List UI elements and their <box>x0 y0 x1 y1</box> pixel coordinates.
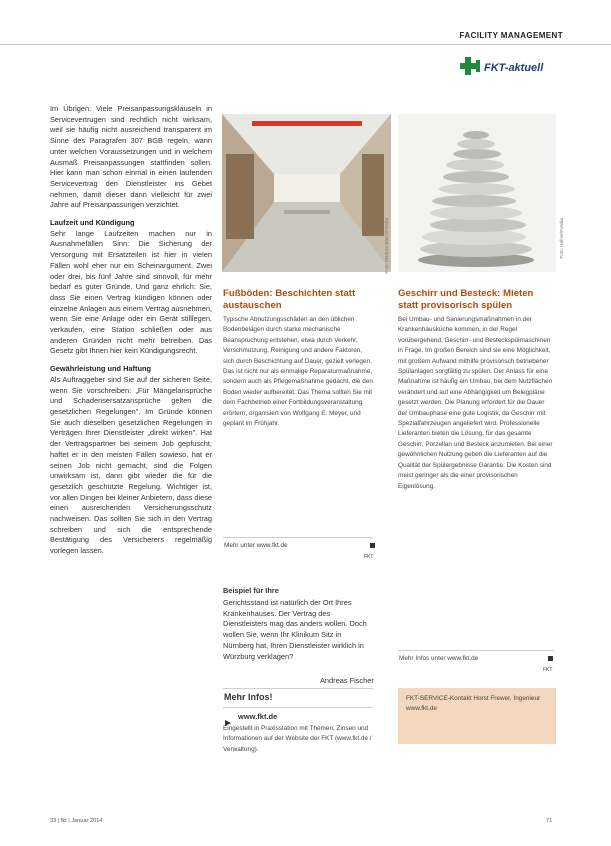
body-geschirr: Bei Umbau- und Sanierungsmaßnahmen in der Krankenhausküche kommen, in der Regel vorübergehend, Geschirr- und Besteckspülmaschinen in Frage. Im großen Bereich sind sie eine Möglichkeit, mit großem Aufwand mithilfe provisorisch betriebener Spülanlagen sorgfältig zu spülen. Der Anlass für eine Maßnahme ist häufig ein Umbau, bei dem Nutzflächen verändert und auf eine Abhängigkeit um Belegpläne gesetzt werden. Die Planung erfordert für die Dauer der Umbauphase eine gute Logistik, da Geschirr mit Spezialfahrzeugen angeliefert wird. Professionelle Lieferanten bieten die Lösung, für das gesamte Geschirr, Porzellan und Besteck anzumieten. Bei einer gewöhnlichen Nutzung geben die Lieferanten auf die Qualität der Spülergebnisse Garantie. Die Kosten sind meist geringer als die einer provisorischen Eigenlösung. <box>398 316 553 490</box>
svg-text:FKT-aktuell: FKT-aktuell <box>484 62 544 74</box>
footer-left: 33 | fkt | Januar 2014 <box>50 818 103 824</box>
mehr-infos-heading: Mehr Infos! <box>224 692 273 702</box>
end-mark-geschirr <box>548 656 553 661</box>
paragraph-gewaehrleistung: Als Auftraggeber sind Sie auf der sicheren Seite, wenn Sie vorschreiben: „Für Mängelansprüche und Schadensersatzansprüche gelten die gesetzlichen Regelungen". Im Gründe können Sie auch dieselben gesetzlichen Regelungen in Verträgen Ihrer Dienstleister „direkt wirken". Hat der Vertragspartner bei seinem Job gepfuscht, haftet er in den meisten Fällen sowieso, hat er seinen Job nicht gemacht, sind die Folgen unwirksam ist, dann gibt wieder die für die gesetzlich geschützte Regelung. Wichtiger ist, vor allen Dingen bei kleiner Anbietern, dass diese einen ausreichenden Versicherungsschutz nachweisen. Das sollten Sie sich in den Vertrag schreiben und sich die entsprechende Bestätigung des Versicherers regelmäßig vorlegen lassen. <box>50 374 212 556</box>
header-rule <box>0 44 611 45</box>
article-column-1 <box>50 104 212 564</box>
separator-geschirr <box>398 650 554 651</box>
photo-credit-corridor: Foto: Mariusz Blach/Fotolia <box>384 218 389 274</box>
author: Andreas Fischer <box>320 676 374 685</box>
heading-laufzeit: Laufzeit und Kündigung <box>50 218 135 228</box>
separator-fussboeden <box>223 537 373 538</box>
link-arrow-icon <box>224 714 232 722</box>
paragraph-laufzeit: Sehr lange Laufzeiten machen nur in Ausnahmefällen Sinn: Die Sicherung der Versorgung mit Ersatzteilen ist hier in vielen Fällen wohl eher nur ein Scheinargument. Zwei oder drei, bis fünf Jahre sind sinnvoll, für mehr bedarf es guter Gründe. Und ganz ehrlich: Sie, dass Sie einen Vertrag kündigen können oder einzelne Anlagen aus einem Vertrag ausnehmen, wenn Sie eine Anlage oder ein Gerät stilllegen, verkaufen, eine Station schließen oder aus anderen Gründen nicht mehr betreiben. Das Gesetz gibt Ihnen hier kein Kündigungsrecht. <box>50 228 212 356</box>
body-fussboeden: Typische Abnutzungsschäden an den üblichen Bodenbelägen durch starke mechanische Beanspruchung entstehen, etwa durch Verkehr, Verschmutzung, Reinigung und andere Faktoren, sich durch Beschichtung auf Dauer, gezielt verlegen. Das ist nicht nur als einmalige Reparaturmaßnahme, sondern auch als Pflegemaßnahme gedacht, die den Boden wieder aufbereitet. Das Thema sollten Sie mit dem Fachbetrieb einer Fortbildungsveranstaltung erörtern, organisiert von Wolfgang E. Meyer, und geplant im Frühjahr. <box>223 316 373 428</box>
stacked-plates-photo <box>398 114 556 272</box>
more-link-fussboeden[interactable]: Mehr unter www.fkt.de <box>224 542 288 549</box>
heading-geschirr: Geschirr und Besteck: Mieten statt provisorisch spülen <box>398 288 534 311</box>
page-ref-geschirr: FKT <box>543 667 553 673</box>
body-beispiel: Gerichtsstand ist natürlich der Ort Ihres Krankenhauses. Der Vertrag des Dienstleisters mag das anders wollen. Doch wollen Sie, wenn Ihr Klinikum Sitz in Nürnberg hat, Ihren Dienstleister wirklich in Würzburg verklagen? <box>223 598 367 661</box>
heading-beispiel: Beispiel für Ihre <box>223 586 279 595</box>
fkt-logo <box>452 54 562 88</box>
end-mark <box>370 543 375 548</box>
hospital-corridor-photo <box>222 114 391 272</box>
cross-logo-icon <box>452 54 562 88</box>
contact-box <box>398 688 556 744</box>
separator-mehr <box>223 688 373 689</box>
fkt-url-link[interactable]: www.fkt.de <box>238 712 278 721</box>
section-label: FACILITY MANAGEMENT <box>459 31 563 40</box>
more-link-geschirr[interactable]: Mehr Infos unter www.fkt.de <box>399 655 479 662</box>
photo-credit-plates: Foto: Hafner/Fotolia <box>559 218 564 259</box>
footer-page-number: 71 <box>546 818 553 824</box>
heading-fussboeden: Fußböden: Beschichten statt austauschen <box>223 288 356 311</box>
contact-box-text: FKT-SERVICE-Kontakt Horst Frewer, Ingenieur www.fkt.de <box>406 695 541 713</box>
page-ref: FKT <box>364 554 374 560</box>
heading-gewaehrleistung: Gewährleistung und Haftung <box>50 364 152 374</box>
intro-paragraph: Im Übrigen: Viele Preisanpassungsklauseln in Servicevertrugen sind rechtlich nicht wirksam, weil sie häufig nicht ausreichend transparent im Sinne des Paragrafen 307 BGB regeln, wann unter welchen Voraussetzungen und in welchem Ausmaß Preisanpassungen stattfinden sollen. Hier kann man schon einmal in einen laufenden Servicevertrag den Dienstleister ins Gebet nehmen, damit dieser dann vielleicht für zwei Jahre auf Preisanpassungen verzichtet. <box>50 104 212 210</box>
mehr-infos-text: Eingestellt in Praxisstation mit Themen, Zinsen und Informationen auf der Website der FKT (www.fkt.de / Verwaltung). <box>223 725 372 753</box>
separator-mehr-bottom <box>223 707 373 708</box>
